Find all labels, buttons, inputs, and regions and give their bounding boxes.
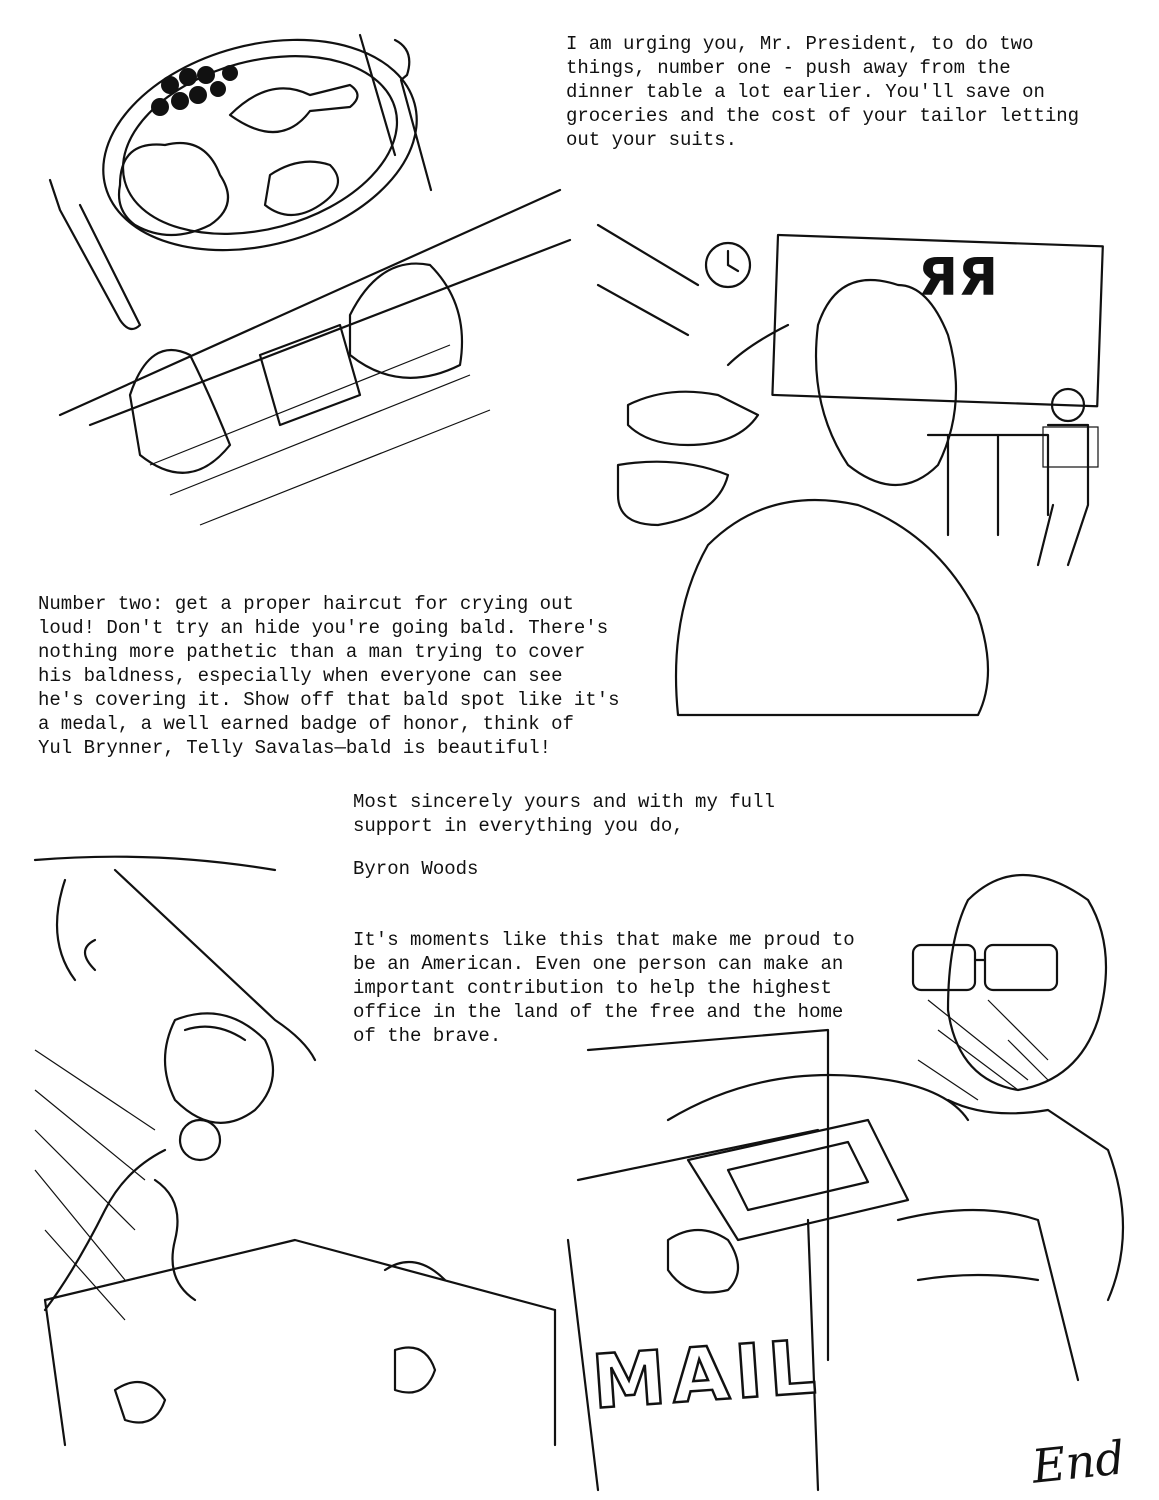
letter-closing: Most sincerely yours and with my full support in everything you do, bbox=[353, 791, 775, 837]
end-mark: End bbox=[1029, 1430, 1128, 1494]
barber-shop-illustration bbox=[598, 205, 1128, 720]
svg-text:ЯЯ: ЯЯ bbox=[918, 248, 999, 308]
letter-paragraph-3: It's moments like this that make me proud to be an American. Even one person can make an important contribution to help the highest office in the land of the free and the home of the brave. bbox=[353, 929, 855, 1047]
letter-paragraph-2: Number two: get a proper haircut for crying out loud! Don't try an hide you're going bald. There's nothing more pathetic than a man trying to cover his baldness, especially when everyone can see he's covering it. Show off that bald spot like it's a medal, a well earned badge of honor, think of Yul Brynner, Telly Savalas—bald is beautiful! bbox=[38, 593, 620, 759]
letter-signature: Byron Woods bbox=[353, 858, 479, 880]
dinner-table-illustration bbox=[30, 25, 570, 545]
mailbox-label: MAIL bbox=[589, 1324, 825, 1426]
letter-paragraph-1: I am urging you, Mr. President, to do two things, number one - push away from the dinner table a lot earlier. You'll save on groceries and the cost of your tailor letting out your suits. bbox=[566, 33, 1080, 151]
